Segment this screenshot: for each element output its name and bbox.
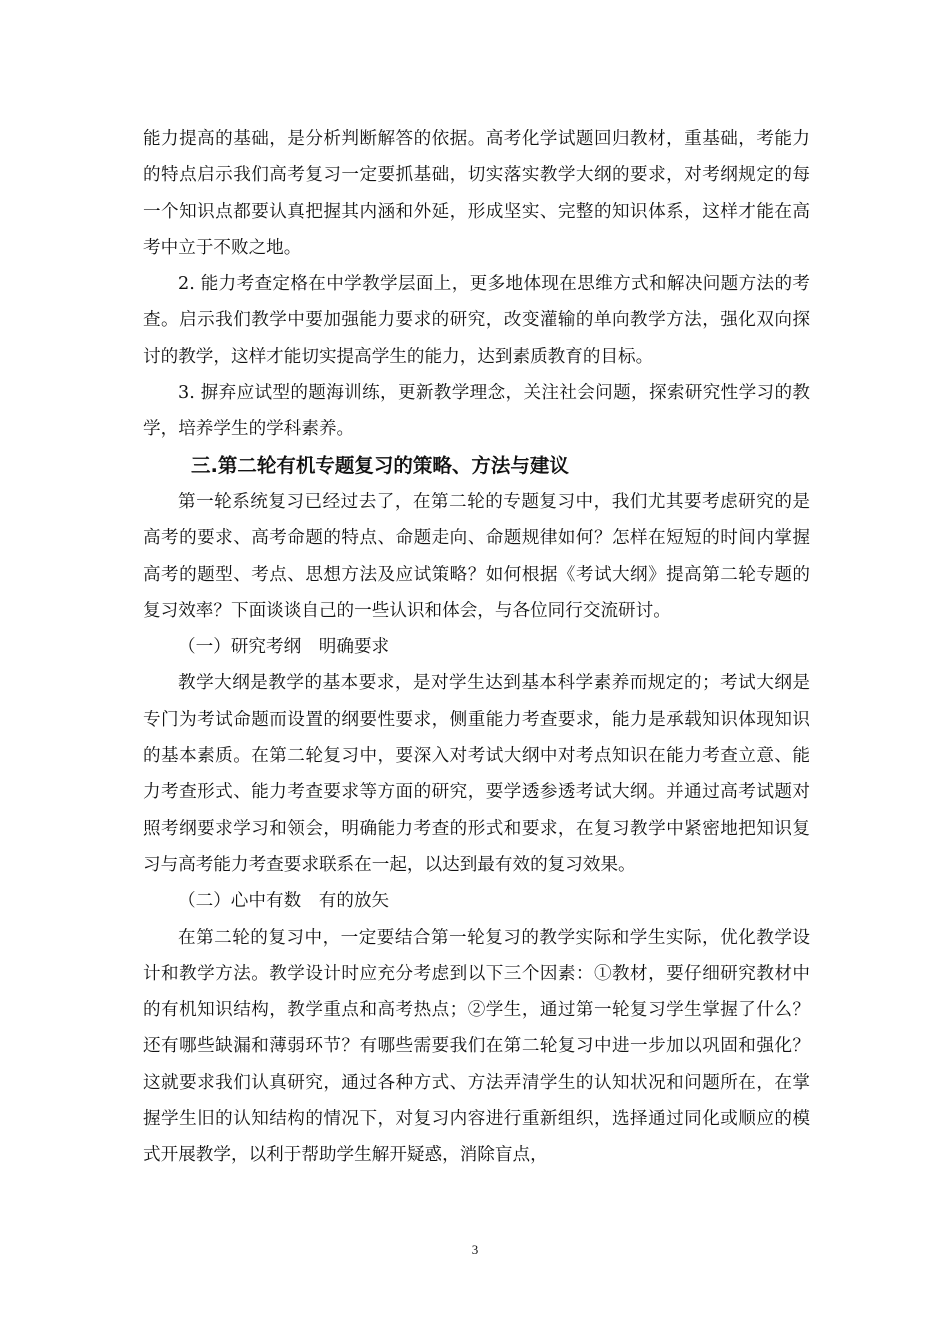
paragraph-item-3: 3. 摒弃应试型的题海训练，更新教学理念，关注社会问题，探索研究性学习的教学，培养学生的学科素养。 — [143, 383, 810, 440]
section-heading: 三.第二轮有机专题复习的策略、方法与建议 — [191, 453, 569, 477]
subsection-heading: （二）心中有数 有的放矢 — [178, 891, 390, 912]
paragraph: 教学大纲是教学的基本要求，是对学生达到基本科学素养而规定的；考试大纲是专门为考试命题而设置的纲要性要求，侧重能力考查要求，能力是承载知识体现知识的基本素质。在第二轮复习中，要深入对考试大纲中对考点知识在能力考查立意、能力考查形式、能力考查要求等方面的研究，要学透参透考试大纲。并通过高考试题对照考纲要求学习和领会，明确能力考查的形式和要求，在复习教学中紧密地把知识复习与高考能力考查要求联系在一起，以达到最有效的复习效果。 — [143, 673, 810, 875]
paragraph: 第一轮系统复习已经过去了，在第二轮的专题复习中，我们尤其要考虑研究的是高考的要求、高考命题的特点、命题走向、命题规律如何？怎样在短短的时间内掌握高考的题型、考点、思想方法及应试策略？如何根据《考试大纲》提高第二轮专题的复习效率？下面谈谈自己的一些认识和体会，与各位同行交流研讨。 — [143, 491, 810, 621]
paragraph: 能力提高的基础，是分析判断解答的依据。高考化学试题回归教材，重基础，考能力的特点启示我们高考复习一定要抓基础，切实落实教学大纲的要求，对考纲规定的每一个知识点都要认真把握其内涵和外延，形成坚实、完整的知识体系，这样才能在高考中立于不败之地。 — [143, 129, 810, 258]
paragraph: 在第二轮的复习中，一定要结合第一轮复习的教学实际和学生实际，优化教学设计和教学方法。教学设计时应充分考虑到以下三个因素：①教材，要仔细研究教材中的有机知识结构，教学重点和高考热点；②学生，通过第一轮复习学生掌握了什么？还有哪些缺漏和薄弱环节？有哪些需要我们在第二轮复习中进一步加以巩固和强化？这就要求我们认真研究，通过各种方式、方法弄清学生的认知状况和问题所在，在掌握学生旧的认知结构的情况下，对复习内容进行重新组织，选择通过同化或顺应的模式开展教学，以利于帮助学生解开疑惑，消除盲点， — [143, 927, 810, 1166]
paragraph-item-2: 2. 能力考查定格在中学教学层面上，更多地体现在思维方式和解决问题方法的考查。启示我们教学中要加强能力要求的研究，改变灌输的单向教学方法，强化双向探讨的教学，这样才能切实提高学生的能力，达到素质教育的目标。 — [143, 274, 810, 367]
document-body — [143, 121, 810, 1174]
page-number: 3 — [471, 1242, 479, 1257]
subsection-heading: （一）研究考纲 明确要求 — [178, 637, 390, 658]
